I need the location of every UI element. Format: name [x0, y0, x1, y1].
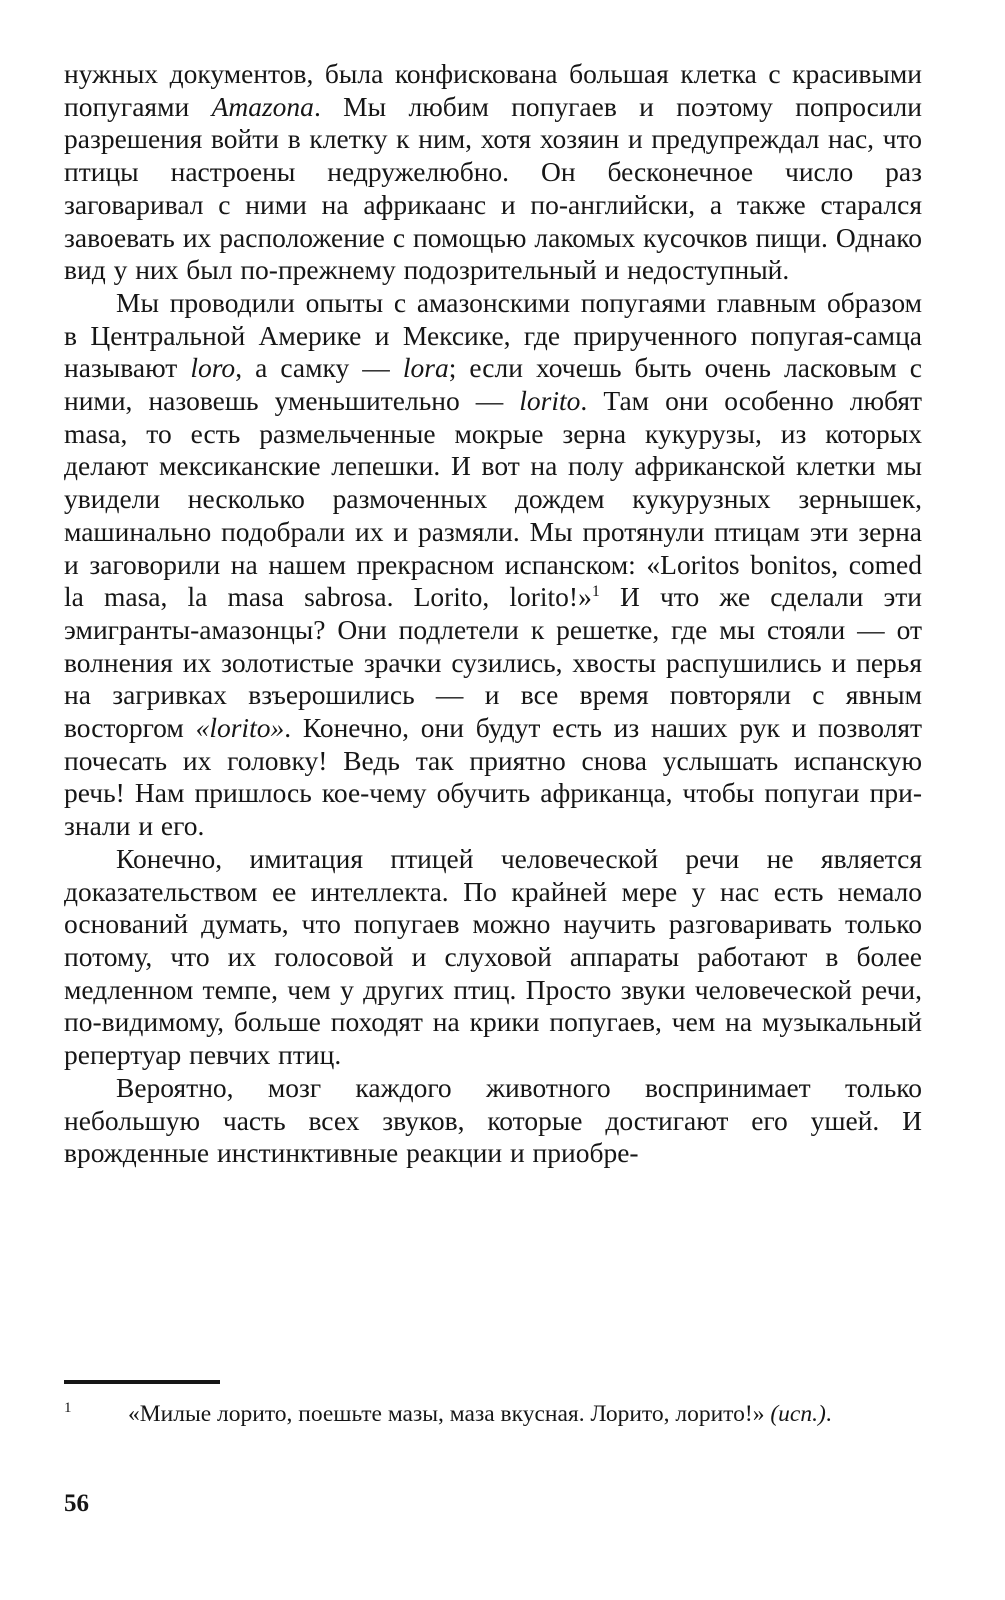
text-run: . Там они особенно любят masa, то есть размельченные мокрые зерна кукурузы, из которых делают мексиканские лепешки. И вот на полу африканской клетки мы увидели несколько размоченных дождем кукурузных зернышек, машинально подобрали их и размяли. Мы протянули птицам эти зерна и заговорили на нашем прекрасном испанском: «Loritos bonitos, comed la masa, la masa sabrosa. Lorito, lorito!» — [64, 385, 922, 613]
italic-text: Amazona — [211, 90, 314, 122]
text-run: И что же сделали эти эмигранты-амазонцы? Они подлетели к решетке, где мы стояли — от волнения их золотистые зрачки сузились, хвосты распушились и перья на загривках взъерошились — и все время повторяли с явным восторгом — [64, 581, 922, 744]
italic-text: lorito — [519, 385, 581, 417]
footnote-divider — [64, 1380, 220, 1384]
page-body — [64, 58, 922, 1170]
paragraph-4 — [64, 1072, 922, 1170]
paragraph-2 — [64, 287, 922, 843]
page-number: 56 — [64, 1490, 89, 1517]
text-run: , а самку — — [235, 352, 403, 384]
italic-text: loro — [190, 352, 236, 384]
text-run: ; если хочешь быть очень ласковым с ними, назовешь уменьшительно — — [64, 352, 923, 417]
italic-text: lora — [402, 352, 449, 384]
italic-text: «lorito» — [195, 712, 285, 744]
footnote: 1 «Милые лорито, поешьте мазы, маза вкусная. Лорито, лорито!» (исп.). — [64, 1400, 832, 1427]
italic-text: (исп.) — [770, 1401, 826, 1427]
footnote-text — [128, 1401, 832, 1427]
footnote-reference: 1 — [591, 583, 600, 601]
paragraph-3 — [64, 843, 922, 1072]
text-run: . Конечно, они будут есть из наших рук и позволят почесать их головку! Ведь так приятно снова услышать испанскую речь! Нам пришлось кое-чему обучить африканца, чтобы попугаи признали и его. — [64, 712, 922, 842]
text-run: . Мы любим попугаев и поэтому попросили разрешения войти в клетку к ним, хотя хозяин и предупреждал нас, что птицы настроены недружелюбно. Он бесконечное число раз заговаривал с ними на африкаанс и по-английски, а также старался завоевать их расположение с помощью лакомых кусочков пищи. Однако вид у них был по-прежнему подозрительный и недоступный. — [64, 90, 922, 286]
text-run: . — [825, 1401, 832, 1427]
text-run: Конечно, имитация птицей человеческой речи не является доказательством ее интеллекта. По крайней мере у нас есть немало оснований думать, что попугаев можно научить разговаривать только потому, что их голосовой и слуховой аппараты работают в более медленном темпе, чем у других птиц. Просто звуки человеческой речи, по-видимому, больше походят на крики попугаев, чем на музыкальный репертуар певчих птиц. — [64, 842, 922, 1071]
text-run: Вероятно, мозг каждого животного воспринимает только небольшую часть всех звуков, которые достигают его ушей. И врожденные инстинктивные реакции и приобре- — [64, 1071, 922, 1169]
text-run: Мы проводили опыты с амазонскими попугаями главным образом в Центральной Америке и Мексике, где прирученного попугая-самца называют — [64, 286, 922, 384]
text-run: нужных документов, была конфискована большая клетка с красивыми попугаями — [64, 58, 922, 122]
paragraph-1 — [64, 58, 922, 287]
text-run: «Милые лорито, поешьте мазы, маза вкусная. Лорито, лорито!» — [128, 1401, 771, 1427]
